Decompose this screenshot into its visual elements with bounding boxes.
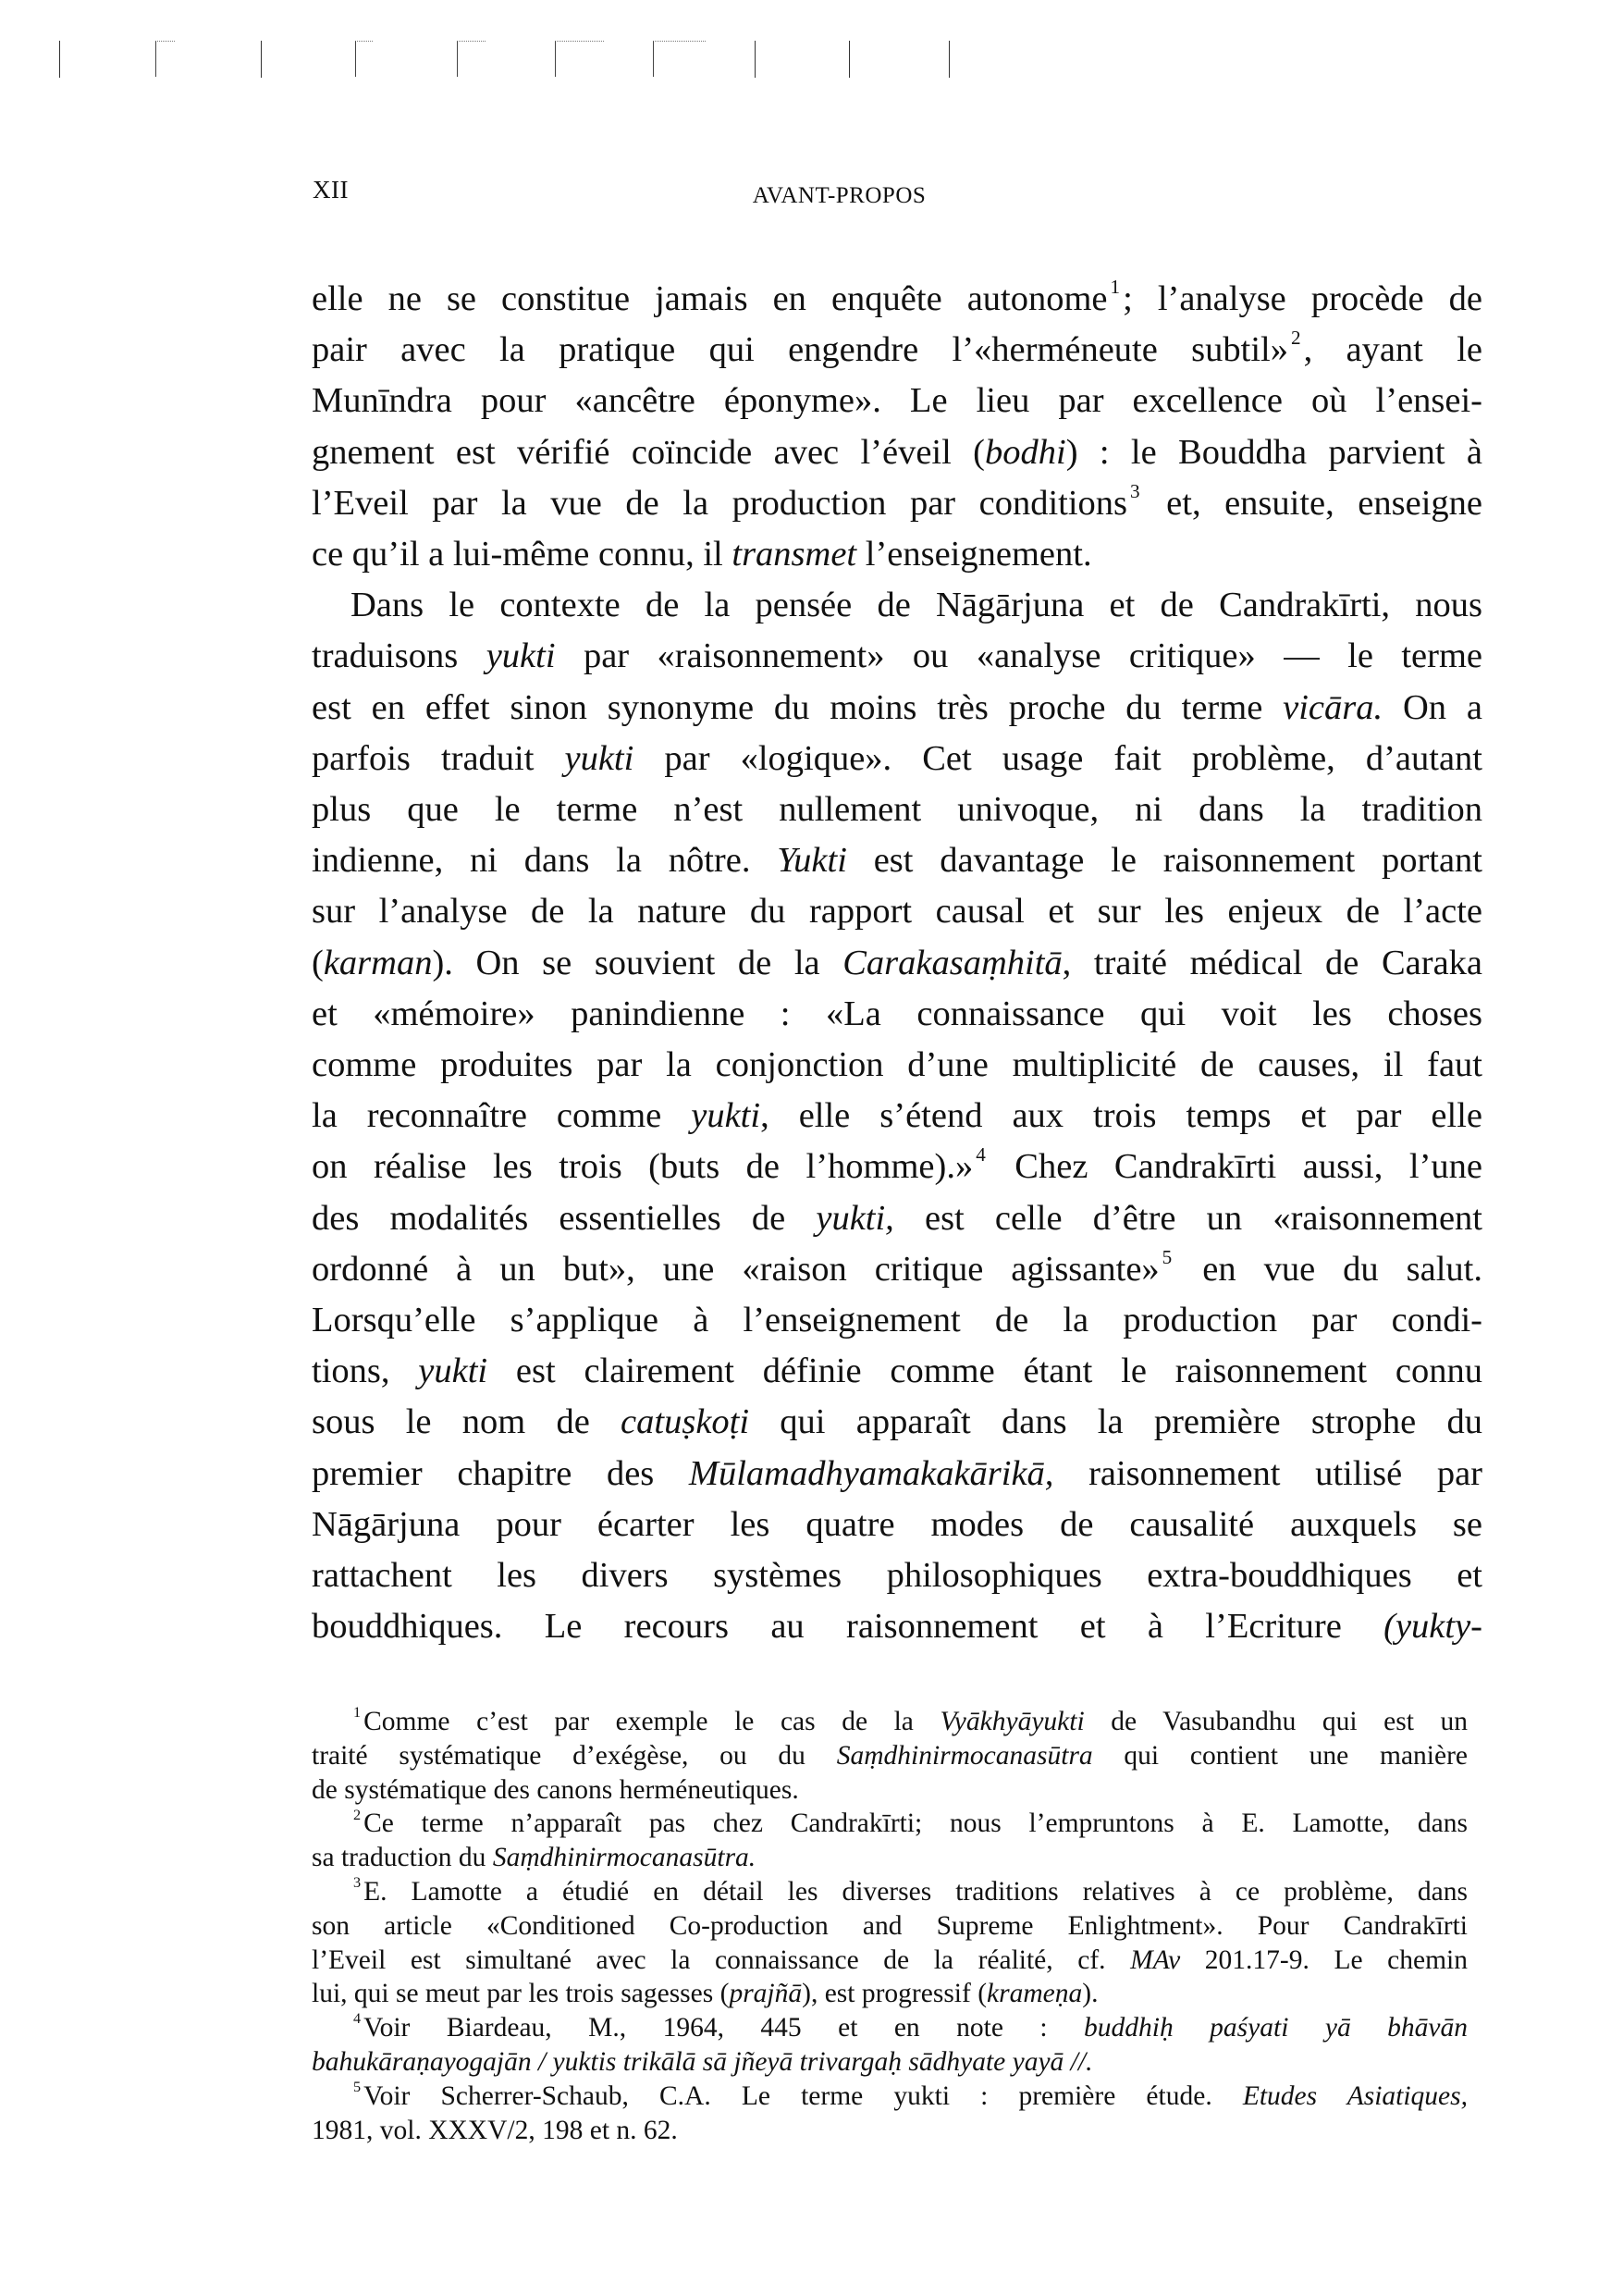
text-line: ce qu’il a lui-même connu, il transmet l’enseignement. <box>312 535 1092 574</box>
text-line: (karman). On se souvient de la Carakasaṃhitā, traité médical de Caraka <box>312 943 1482 982</box>
footnote-number: 5 <box>353 2078 362 2095</box>
text-line: tions, yukti est clairement définie comme étant le raisonnement connu <box>312 1352 1482 1391</box>
text-line: on réalise les trois (buts de l’homme).» $^4$ Chez Candrakīrti aussi, l’une <box>312 1143 1482 1187</box>
running-head <box>0 176 1623 213</box>
main-text <box>312 274 1482 1652</box>
text-line: des modalités essentielles de yukti, est celle d’être un «raisonnement <box>312 1198 1482 1238</box>
text-line: de systématique des canons herméneutiques. <box>312 1774 799 1805</box>
scan-artifact-marks <box>0 41 1623 82</box>
text-line: sur l’analyse de la nature du rapport causal et sur les enjeux de l’acte <box>312 892 1482 932</box>
footnote-number: 4 <box>353 2010 362 2028</box>
text-line: bahukāraṇayogajān / yuktis trikālā sā jñeyā trivargaḥ sādhyate yayā //. <box>312 2046 1093 2077</box>
text-line: 1981, vol. XXXV/2, 198 et n. 62. <box>312 2115 678 2145</box>
text-line: premier chapitre des Mūlamadhyamakakārikā, raisonnement utilisé par <box>312 1453 1482 1493</box>
text-line: Lorsqu’elle s’applique à l’enseignement de la production par condi- <box>312 1301 1482 1340</box>
scan-mark <box>155 41 175 77</box>
scan-mark <box>261 41 262 78</box>
text-line: Munīndra pour «ancêtre éponyme». Le lieu par excellence où l’ensei- <box>312 381 1482 421</box>
text-line: Dans le contexte de la pensée de Nāgārjuna et de Candrakīrti, nous <box>350 586 1482 625</box>
scan-mark <box>457 41 486 77</box>
text-line: rattachent les divers systèmes philosophiques extra-bouddhiques et <box>312 1556 1482 1596</box>
page-number: XII <box>313 176 349 204</box>
text-line: l’Eveil est simultané avec la connaissance de la réalité, cf. MAv 201.17-9. Le chemin <box>312 1944 1468 1975</box>
footnote-4 <box>312 2011 1468 2080</box>
text-line: est en effet sinon synonyme du moins très proche du terme vicāra. On a <box>312 687 1482 727</box>
paragraph-1 <box>312 274 1482 580</box>
footnotes <box>312 1705 1468 2147</box>
footnote-number: 2 <box>353 1806 362 1823</box>
text-line: traité systématique d’exégèse, ou du Saṃdhinirmocanasūtra qui contient une manière <box>312 1740 1468 1771</box>
text-line: ordonné à un but», une «raison critique agissante» $^5$ en vue du salut. <box>312 1245 1482 1289</box>
text-line: Nāgārjuna pour écarter les quatre modes de causalité auxquels se <box>312 1504 1482 1544</box>
scan-mark <box>555 41 604 77</box>
scan-mark <box>355 41 373 77</box>
text-line: $^1$ Comme c’est par exemple le cas de la Vyākhyāyukti de Vasubandhu qui est un <box>353 1704 1469 1736</box>
text-line: lui, qui se meut par les trois sagesses (prajñā), est progressif (kramеṇa). <box>312 1979 1099 2009</box>
text-line: plus que le terme n’est nullement univoque, ni dans la tradition <box>312 790 1482 830</box>
scan-mark <box>59 41 60 78</box>
footnote-1 <box>312 1705 1468 1807</box>
text-line: comme produites par la conjonction d’une multiplicité de causes, il faut <box>312 1045 1482 1085</box>
footnote-5 <box>312 2080 1468 2148</box>
footnote-ref[interactable]: 5 <box>1162 1245 1173 1268</box>
text-line: son article «Conditioned Co-production and Supreme Enlightment». Pour Candrakīrti <box>312 1910 1468 1941</box>
text-line: $^2$ Ce terme n’apparaît pas chez Candrakīrti; nous l’empruntons à E. Lamotte, dans <box>353 1806 1468 1839</box>
paragraph-2 <box>312 580 1482 1652</box>
text-line: gnement est vérifié coïncide avec l’éveil (bodhi) : le Bouddha parvient à <box>312 432 1482 472</box>
footnote-number: 3 <box>353 1874 362 1892</box>
text-line: parfois traduit yukti par «logique». Cet usage fait problème, d’autant <box>312 738 1482 778</box>
text-line: elle ne se constitue jamais en enquête autonome $^1$; l’analyse procède de <box>312 276 1482 318</box>
footnote-ref[interactable]: 1 <box>1110 276 1121 299</box>
text-line: sa traduction du Saṃdhinirmocanasūtra. <box>312 1843 756 1873</box>
text-line: sous le nom de catuṣkoṭi qui apparaît dans la première strophe du <box>312 1402 1482 1442</box>
text-line: l’Eveil par la vue de la production par conditions $^3$ et, ensuite, enseigne <box>312 479 1482 523</box>
scan-mark <box>949 41 950 78</box>
scan-mark <box>849 41 850 78</box>
scan-mark <box>755 41 756 78</box>
scan-mark <box>653 41 706 77</box>
text-line: et «mémoire» panindienne : «La connaissance qui voit les choses <box>312 994 1482 1033</box>
text-line: $^3$ E. Lamotte a étudié en détail les diverses traditions relatives à ce problème, dans <box>353 1874 1468 1907</box>
text-line: la reconnaître comme yukti, elle s’étend aux trois temps et par elle <box>312 1096 1482 1136</box>
text-line: indienne, ni dans la nôtre. Yukti est davantage le raisonnement portant <box>312 841 1482 881</box>
chapter-title: AVANT-PROPOS <box>752 183 927 208</box>
text-line: $^5$ Voir Scherrer-Schaub, C.A. Le terme yukti : première étude. Etudes Asiatiques, <box>353 2078 1469 2111</box>
footnote-3 <box>312 1875 1468 2011</box>
footnote-number: 1 <box>353 1704 362 1722</box>
footnote-2 <box>312 1807 1468 1875</box>
footnote-ref[interactable]: 4 <box>976 1143 986 1167</box>
text-line: traduisons yukti par «raisonnement» ou «analyse critique» — le terme <box>312 636 1482 676</box>
footnote-ref[interactable]: 3 <box>1130 479 1140 502</box>
footnote-ref[interactable]: 2 <box>1290 327 1301 350</box>
text-line: bouddhiques. Le recours au raisonnement et à l’Ecriture (yukty- <box>312 1607 1482 1647</box>
text-line: pair avec la pratique qui engendre l’«herméneute subtil» $^2$, ayant le <box>312 327 1482 370</box>
text-line: $^4$ Voir Biardeau, M., 1964, 445 et en note : buddhiḥ paśyati yā bhāvān <box>353 2010 1468 2043</box>
